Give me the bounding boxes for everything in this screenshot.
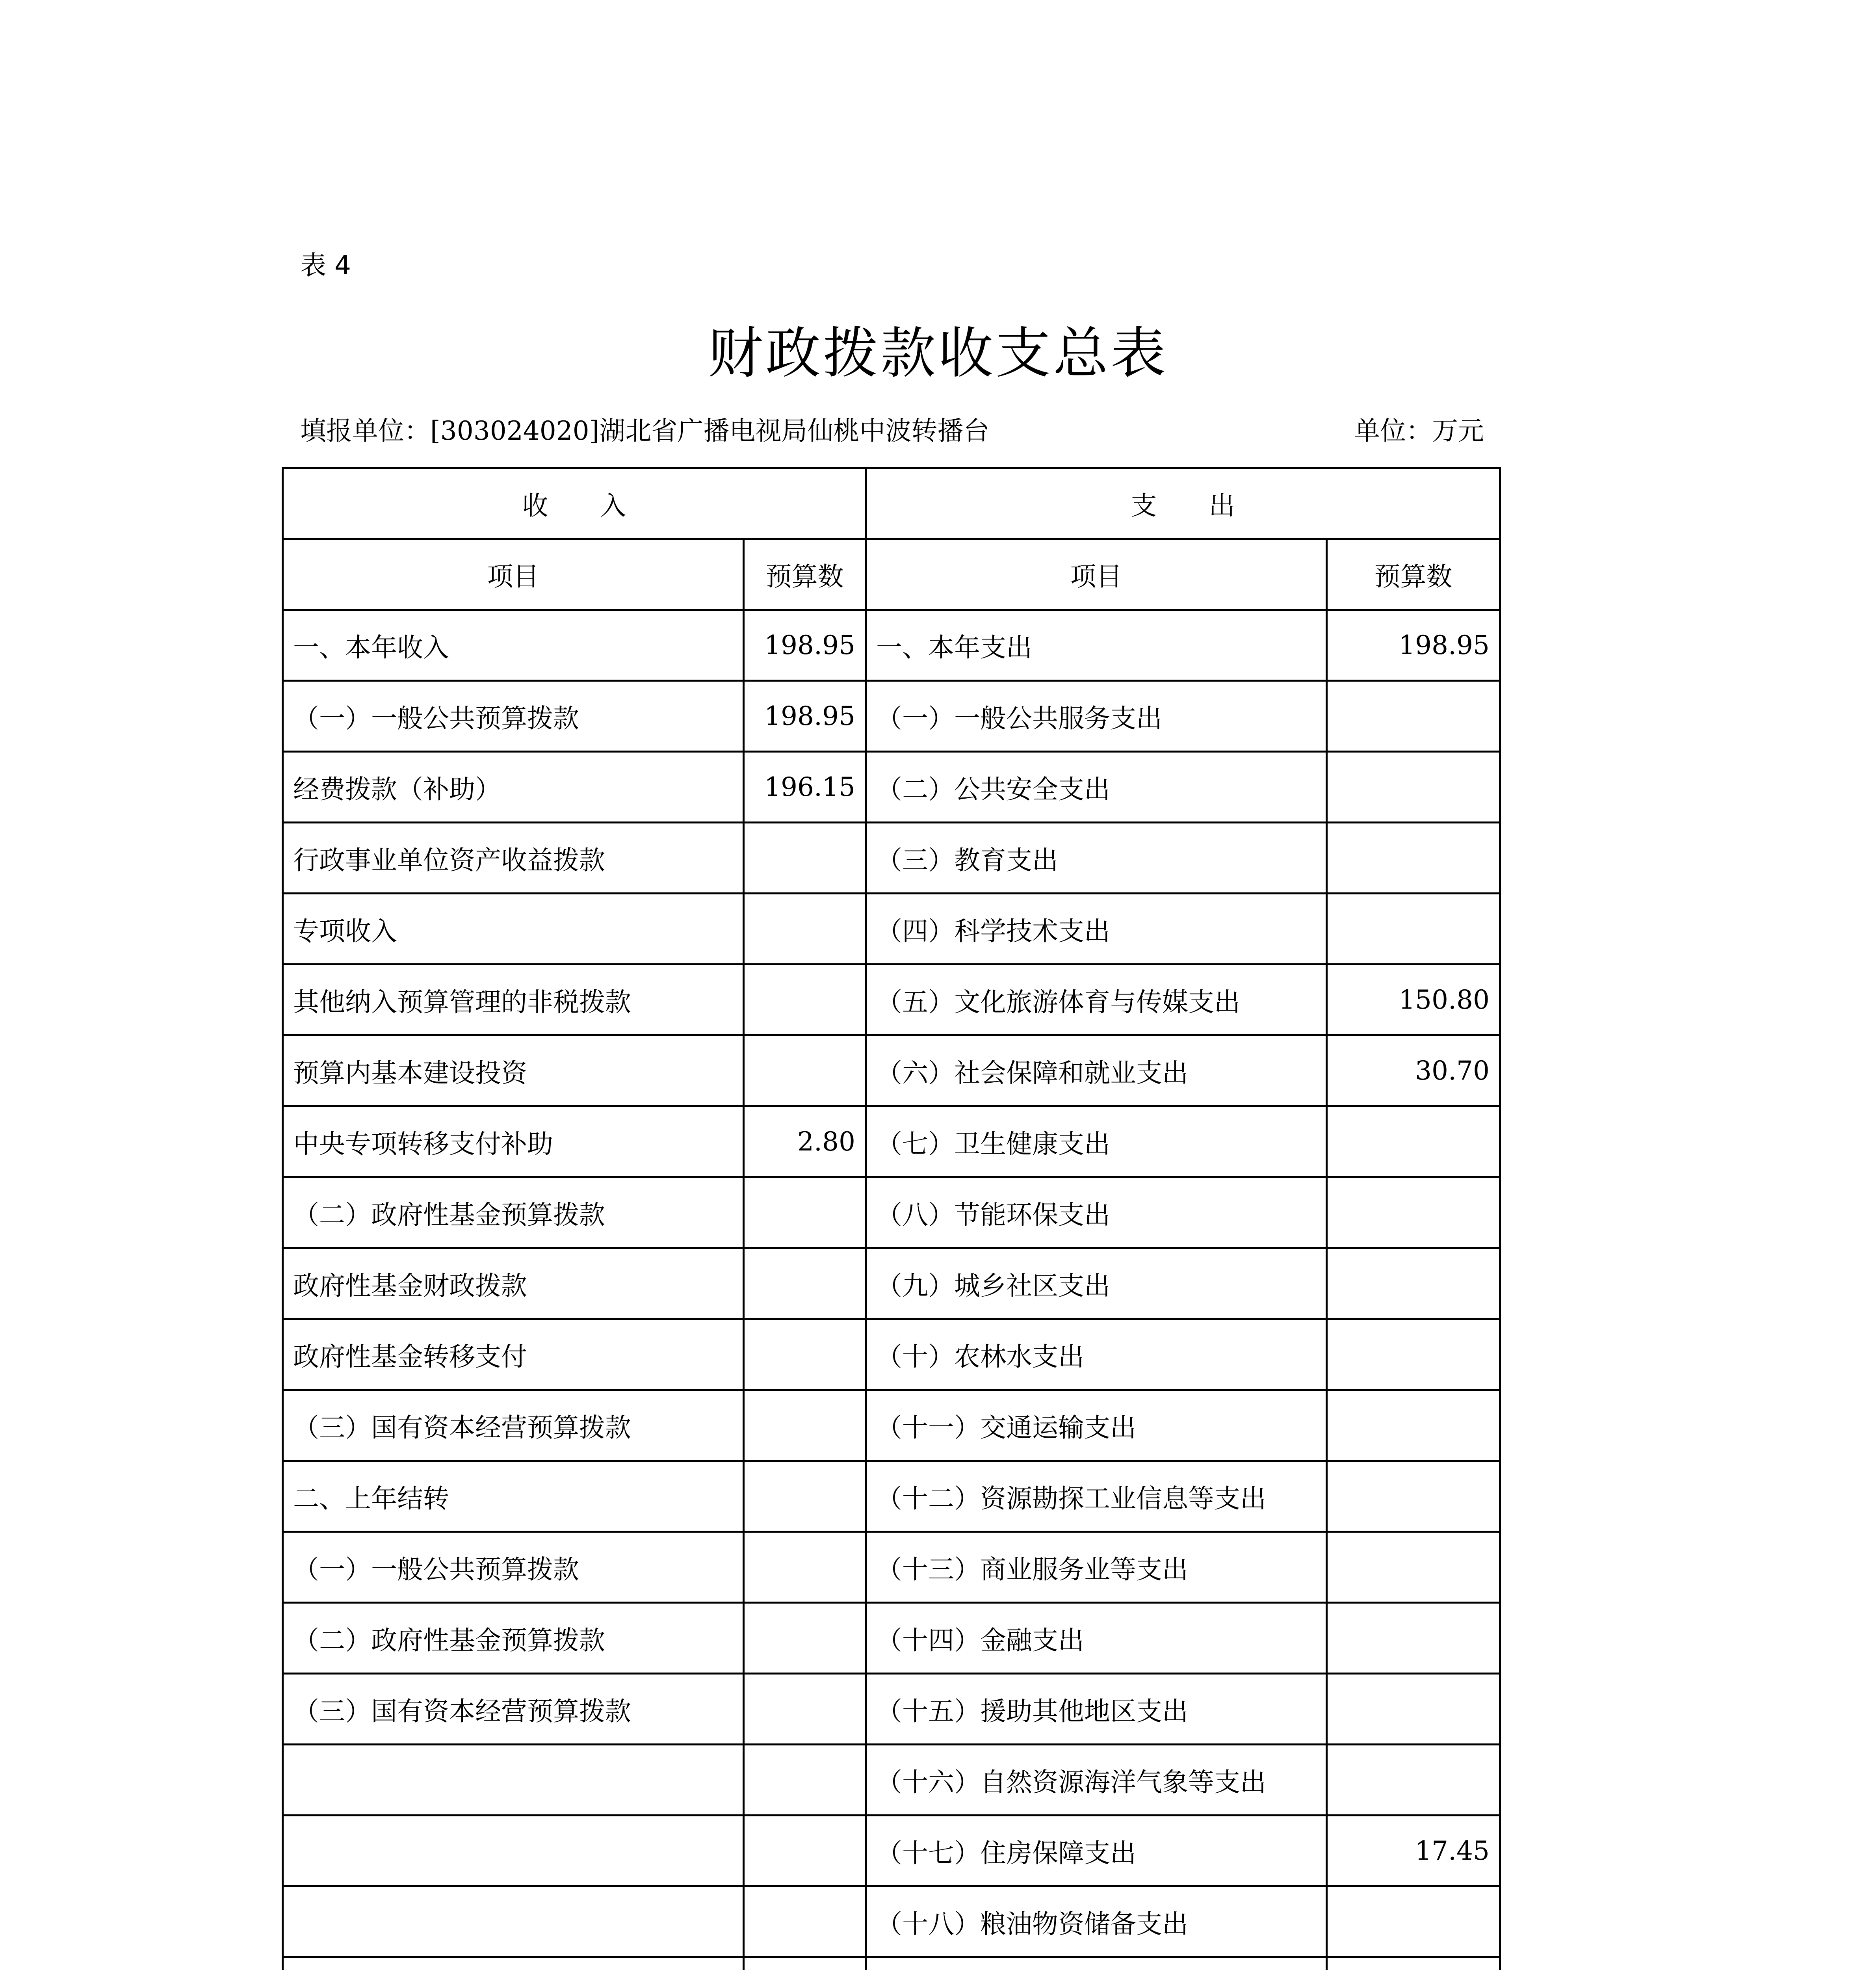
table-row	[283, 1390, 1500, 1461]
table-row	[283, 752, 1500, 823]
table-row	[283, 681, 1500, 752]
expense-budget-value	[1327, 1390, 1500, 1461]
income-budget-value	[744, 1390, 866, 1461]
expense-item: （十三）商业服务业等支出	[866, 1532, 1327, 1603]
table-row	[283, 1532, 1500, 1603]
expense-budget-value	[1327, 1106, 1500, 1177]
expense-item: （十四）金融支出	[866, 1603, 1327, 1674]
income-section-header: 收 入	[283, 468, 866, 539]
expense-item: （十五）援助其他地区支出	[866, 1674, 1327, 1745]
expense-item: （八）节能环保支出	[866, 1177, 1327, 1248]
expense-item: （一）一般公共服务支出	[866, 681, 1327, 752]
table-row	[283, 823, 1500, 894]
expense-item: （十八）粮油物资储备支出	[866, 1886, 1327, 1957]
expense-item: （十六）自然资源海洋气象等支出	[866, 1745, 1327, 1816]
expense-budget-value	[1327, 1886, 1500, 1957]
income-item-header: 项目	[283, 539, 744, 610]
income-budget-value	[744, 894, 866, 965]
expense-budget-value	[1327, 1248, 1500, 1319]
table-row	[283, 1461, 1500, 1532]
expense-budget-value	[1327, 1532, 1500, 1603]
table-row	[283, 1603, 1500, 1674]
income-item: 经费拨款（补助）	[283, 752, 744, 823]
expense-budget-value: 198.95	[1327, 610, 1500, 681]
column-header-row	[283, 539, 1500, 610]
income-item: （三）国有资本经营预算拨款	[283, 1390, 744, 1461]
income-budget-value	[744, 1957, 866, 1970]
income-item: 二、上年结转	[283, 1461, 744, 1532]
income-item	[283, 1886, 744, 1957]
table-row	[283, 1816, 1500, 1886]
income-item: 中央专项转移支付补助	[283, 1106, 744, 1177]
income-item	[283, 1816, 744, 1886]
expense-budget-value	[1327, 752, 1500, 823]
income-budget-value	[744, 965, 866, 1035]
income-item: 专项收入	[283, 894, 744, 965]
expense-item: （九）城乡社区支出	[866, 1248, 1327, 1319]
expense-item: （十二）资源勘探工业信息等支出	[866, 1461, 1327, 1532]
expense-budget-value	[1327, 894, 1500, 965]
table-row	[283, 1106, 1500, 1177]
income-item: 政府性基金转移支付	[283, 1319, 744, 1390]
income-budget-value	[744, 1461, 866, 1532]
section-header-row	[283, 468, 1500, 539]
table-row	[283, 1319, 1500, 1390]
income-budget-value	[744, 1319, 866, 1390]
income-item: （二）政府性基金预算拨款	[283, 1177, 744, 1248]
income-budget-value: 2.80	[744, 1106, 866, 1177]
income-budget-value	[744, 1816, 866, 1886]
income-item: 预算内基本建设投资	[283, 1035, 744, 1106]
table-row	[283, 1957, 1500, 1970]
expense-budget-value	[1327, 681, 1500, 752]
expense-item: （七）卫生健康支出	[866, 1106, 1327, 1177]
expense-item: （十七）住房保障支出	[866, 1816, 1327, 1886]
table-row	[283, 894, 1500, 965]
table-row	[283, 1177, 1500, 1248]
income-budget-value	[744, 1177, 866, 1248]
budget-table	[282, 467, 1501, 1970]
currency-unit: 单位：万元	[1354, 416, 1484, 446]
expense-item: （三）教育支出	[866, 823, 1327, 894]
expense-budget-value	[1327, 823, 1500, 894]
expense-item: 一、本年支出	[866, 610, 1327, 681]
expense-budget-value	[1327, 1674, 1500, 1745]
income-item	[283, 1957, 744, 1970]
income-budget-header: 预算数	[744, 539, 866, 610]
income-budget-value: 198.95	[744, 681, 866, 752]
expense-budget-value: 150.80	[1327, 965, 1500, 1035]
expense-budget-value	[1327, 1461, 1500, 1532]
income-budget-value	[744, 1532, 866, 1603]
expense-item: （二）公共安全支出	[866, 752, 1327, 823]
meta-line	[300, 410, 1484, 447]
expense-item-header: 项目	[866, 539, 1327, 610]
income-budget-value	[744, 823, 866, 894]
expense-budget-value	[1327, 1745, 1500, 1816]
expense-budget-value	[1327, 1603, 1500, 1674]
income-item: （二）政府性基金预算拨款	[283, 1603, 744, 1674]
expense-item	[866, 1957, 1327, 1970]
income-budget-value	[744, 1248, 866, 1319]
income-item	[283, 1745, 744, 1816]
income-item: 政府性基金财政拨款	[283, 1248, 744, 1319]
expense-budget-value	[1327, 1319, 1500, 1390]
income-budget-value	[744, 1035, 866, 1106]
income-item: 一、本年收入	[283, 610, 744, 681]
income-item: （一）一般公共预算拨款	[283, 1532, 744, 1603]
expense-section-header: 支 出	[866, 468, 1500, 539]
expense-budget-value	[1327, 1957, 1500, 1970]
document-title: 财政拨款收支总表	[708, 322, 1168, 386]
expense-item: （四）科学技术支出	[866, 894, 1327, 965]
table-row	[283, 1886, 1500, 1957]
expense-item: （十一）交通运输支出	[866, 1390, 1327, 1461]
expense-item: （五）文化旅游体育与传媒支出	[866, 965, 1327, 1035]
expense-budget-value: 30.70	[1327, 1035, 1500, 1106]
expense-budget-header: 预算数	[1327, 539, 1500, 610]
expense-budget-value	[1327, 1177, 1500, 1248]
table-row	[283, 610, 1500, 681]
table-row	[283, 1035, 1500, 1106]
income-item: （一）一般公共预算拨款	[283, 681, 744, 752]
expense-item: （十）农林水支出	[866, 1319, 1327, 1390]
income-budget-value	[744, 1674, 866, 1745]
table-row	[283, 1248, 1500, 1319]
table-number: 表 4	[300, 250, 351, 281]
income-item: （三）国有资本经营预算拨款	[283, 1674, 744, 1745]
expense-budget-value: 17.45	[1327, 1816, 1500, 1886]
table-row	[283, 1745, 1500, 1816]
expense-item: （六）社会保障和就业支出	[866, 1035, 1327, 1106]
table-row	[283, 965, 1500, 1035]
income-budget-value	[744, 1745, 866, 1816]
table-row	[283, 1674, 1500, 1745]
income-budget-value	[744, 1603, 866, 1674]
reporting-unit: 填报单位：[303024020]湖北省广播电视局仙桃中波转播台	[300, 416, 990, 446]
income-budget-value	[744, 1886, 866, 1957]
income-item: 其他纳入预算管理的非税拨款	[283, 965, 744, 1035]
income-item: 行政事业单位资产收益拨款	[283, 823, 744, 894]
income-budget-value: 196.15	[744, 752, 866, 823]
income-budget-value: 198.95	[744, 610, 866, 681]
